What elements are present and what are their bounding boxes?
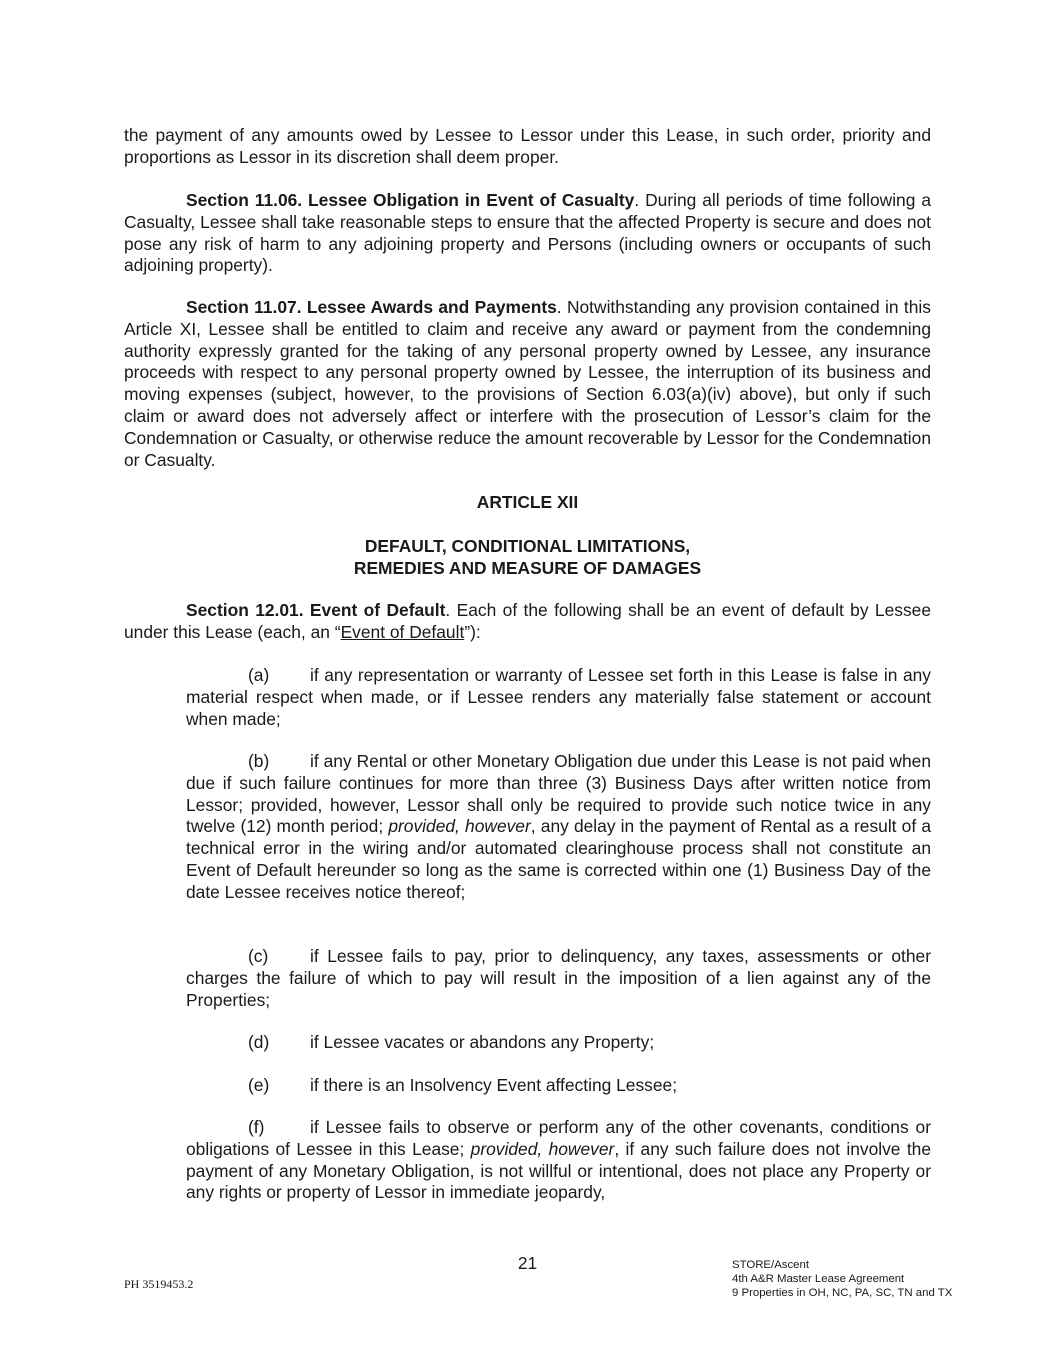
list-item-c [186, 946, 931, 1011]
item-text-pre: if Lessee fails to observe or perform any of the other covenants, conditions or obligations of Lessee in this Lease; [186, 1117, 931, 1159]
item-text-pre: if any Rental or other Monetary Obligation due under this Lease is not paid when due if such failure continues for more than three (3) Business Days after written notice from Lessor; provided, however, Lessor shall only be required to provide such notice twice in any twelve (12) month period; [186, 751, 931, 837]
section-11-06-body: . During all periods of time following a Casualty, Lessee shall take reasonable steps to ensure that the affected Property is secure and does not pose any risk of harm to any adjoining property and Persons (including owners or occupants of such adjoining property). [124, 190, 931, 276]
item-text-post: , if any such failure does not involve the payment of any Monetary Obligation, is not willful or intentional, does not place any Property or any rights or property of Lessor in immediate jeopardy, [186, 1138, 932, 1203]
item-label: (c) [248, 946, 269, 966]
list-item-f [186, 1117, 931, 1204]
list-item-b [186, 751, 931, 904]
article-subtitle-line1: DEFAULT, CONDITIONAL LIMITATIONS, [364, 536, 691, 556]
footer-doc-id: PH 3519453.2 [124, 1277, 194, 1291]
item-text: if any representation or warranty of Lessee set forth in this Lease is false in any material respect when made, or if Lessee renders any materially false statement or account when made; [186, 665, 931, 729]
section-11-06 [124, 190, 931, 277]
item-text: if there is an Insolvency Event affecting Lessee; [310, 1075, 678, 1095]
footer-right-line3: 9 Properties in OH, NC, PA, SC, TN and TX [732, 1286, 953, 1299]
section-11-07-heading: Section 11.07. Lessee Awards and Payments [186, 297, 557, 317]
list-item-a [186, 665, 931, 730]
continuation-text: the payment of any amounts owed by Lessee to Lessor under this Lease, in such order, priority and proportions as Lessor in its discretion shall deem proper. [124, 125, 931, 167]
item-label: (a) [248, 665, 270, 685]
section-12-01-heading: Section 12.01. Event of Default [186, 600, 446, 620]
list-item-e [186, 1075, 931, 1097]
item-text: if Lessee vacates or abandons any Property; [310, 1032, 655, 1052]
page-number: 21 [517, 1253, 538, 1273]
list-item-d [186, 1032, 931, 1054]
item-text: if Lessee fails to pay, prior to delinquency, any taxes, assessments or other charges the failure of which to pay will result in the imposition of a lien against any of the Properties; [186, 946, 931, 1010]
item-text-post: , any delay in the payment of Rental as a result of a technical error in the wiring and/or automated clearinghouse process shall not constitute an Event of Default hereunder so long as the same is corrected within one (1) Business Day of the date Lessee receives notice thereof; [186, 816, 931, 902]
footer-right-line1: STORE/Ascent [732, 1259, 810, 1271]
item-text-italic: provided, however [388, 816, 531, 837]
section-11-07-body: . Notwithstanding any provision contained in this Article XI, Lessee shall be entitled to claim and receive any award or payment from the condemning authority expressly granted for the taking of any personal property owned by Lessee, any insurance proceeds with respect to any personal property owned by Lessee, the interruption of its business and moving expenses (subject, however, to the provisions of Section 6.03(a)(iv) above), but only if such claim or award does not adversely affect or interfere with the prosecution of Lessor’s claim for the Condemnation or Casualty, or otherwise reduce the amount recoverable by Lessor for the Condemnation or Casualty. [124, 297, 931, 470]
defined-term-event-of-default: Event of Default [340, 621, 465, 642]
footer-right-line2: 4th A&R Master Lease Agreement [732, 1272, 905, 1285]
item-label: (d) [248, 1032, 270, 1052]
item-label: (b) [248, 751, 270, 771]
article-subtitle-line2: REMEDIES AND MEASURE OF DAMAGES [353, 558, 702, 578]
section-12-01 [124, 600, 931, 644]
item-label: (e) [248, 1075, 270, 1095]
section-11-07 [124, 297, 931, 471]
footer-right-block [732, 1259, 952, 1300]
section-11-06-heading: Section 11.06. Lessee Obligation in Event of Casualty [186, 190, 635, 210]
section-12-01-body-pre: . Each of the following shall be an event of default by Lessee under this Lease (each, an “ [124, 600, 932, 642]
article-title: ARTICLE XII [476, 492, 579, 512]
item-label: (f) [248, 1117, 265, 1137]
item-text-italic: provided, however [470, 1138, 615, 1159]
continuation-paragraph [124, 125, 931, 169]
section-12-01-body-post: ”): [464, 621, 481, 642]
